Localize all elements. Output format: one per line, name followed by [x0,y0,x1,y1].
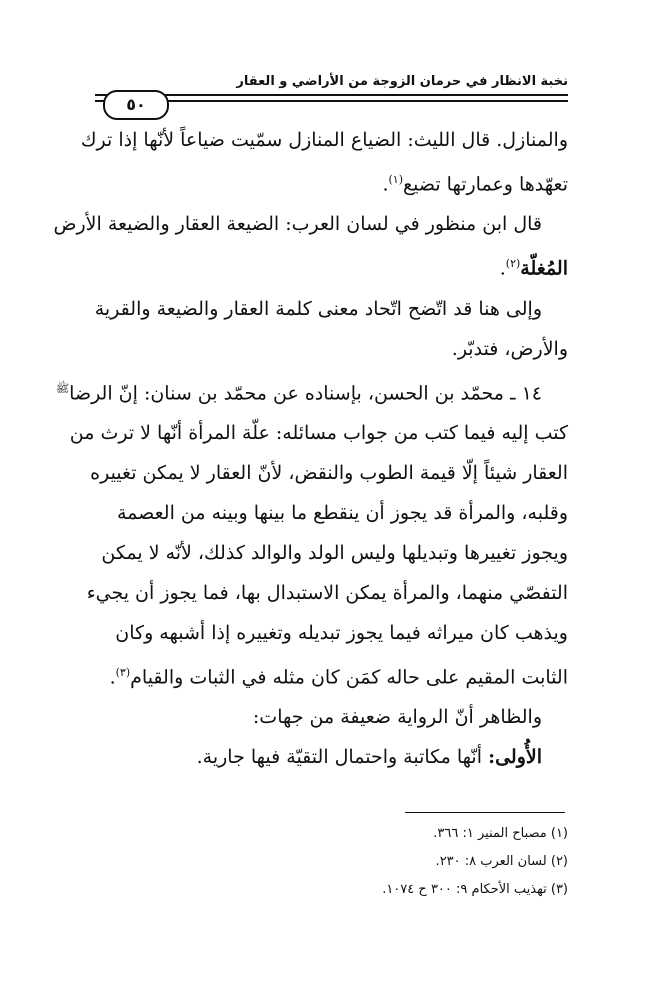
footnote: (١) مصباح المنير ١: ٣٦٦. [433,826,568,841]
footnote-separator [405,812,565,813]
footnote-marker: (٢) [505,257,521,271]
footnote-marker: (١) [388,173,404,186]
text-line: العقار شيئاً إلّا قيمة الطوب والنقض، لأنّ العقار لا يمكن تغييره [90,461,568,484]
text-line: قال ابن منظور في لسان العرب: الضيعة العقار والضيعة الأرض [53,213,542,236]
text-line: المُغلّة$^{(٢)}$. [499,257,568,280]
text-line: وقلبه، والمرأة قد يجوز أن ينقطع ما بينها وبينه من العصمة [116,501,568,524]
page-header [95,66,568,116]
first-label: الأُولى: [488,746,542,769]
footnote: (٢) لسان العرب ٨: ٢٣٠. [435,854,568,869]
text-line: والظاهر أنّ الرواية ضعيفة من جهات: [252,706,542,729]
text-line: والمنازل. قال الليث: الضياع المنازل سمّيت ضياعاً لأنّها إذا ترك [80,129,568,151]
footnote: (٣) تهذيب الأحكام ٩: ٣٠٠ ح ١٠٧٤. [382,882,568,897]
text-line: الثابت المقيم على حاله كمَن كان مثله في الثبات والقيام$^{(٣)}$. [109,665,568,689]
honorific-symbol: ﷺ [55,381,70,395]
page-number: ٥٠ [103,90,169,120]
text-line: كتب إليه فيما كتب من جواب مسائله: علّة المرأة أنّها لا ترث من [69,421,568,444]
text-line: ويجوز تغييرها وتبديلها وليس الولد والوالد كذلك، لأنّه لا يمكن [101,541,568,564]
footnote-marker: (٣) [115,665,131,679]
text-line: تعهّدها وعمارتها تضيع$^{(١)}$. [382,173,568,196]
text-line: وإلى هنا قد اتّضح اتّحاد معنى كلمة العقار والضيعة والقرية [94,297,542,320]
text-line: ويذهب كان ميراثه فيما يجوز تبديله وتغييره إذا أشبهه وكان [115,621,568,644]
main-text [53,120,568,777]
footnotes [85,820,568,904]
text-line: التفصّي منهما، والمرأة يمكن الاستبدال بها، فما يجوز أن يجيء [86,581,568,604]
text-line: ١٤ ـ محمّد بن الحسن، بإسناده عن محمّد بن سنان: إنّ الرضا$^ﷺ$ [55,381,542,404]
text-line: الأُولى: أنّها مكاتبة واحتمال التقيّة فيها جارية. [196,746,542,769]
text-line: والأرض، فتدبّر. [451,337,568,360]
running-title: نخبة الانظار في حرمان الزوجة من الأراضي و العقار [236,74,568,89]
